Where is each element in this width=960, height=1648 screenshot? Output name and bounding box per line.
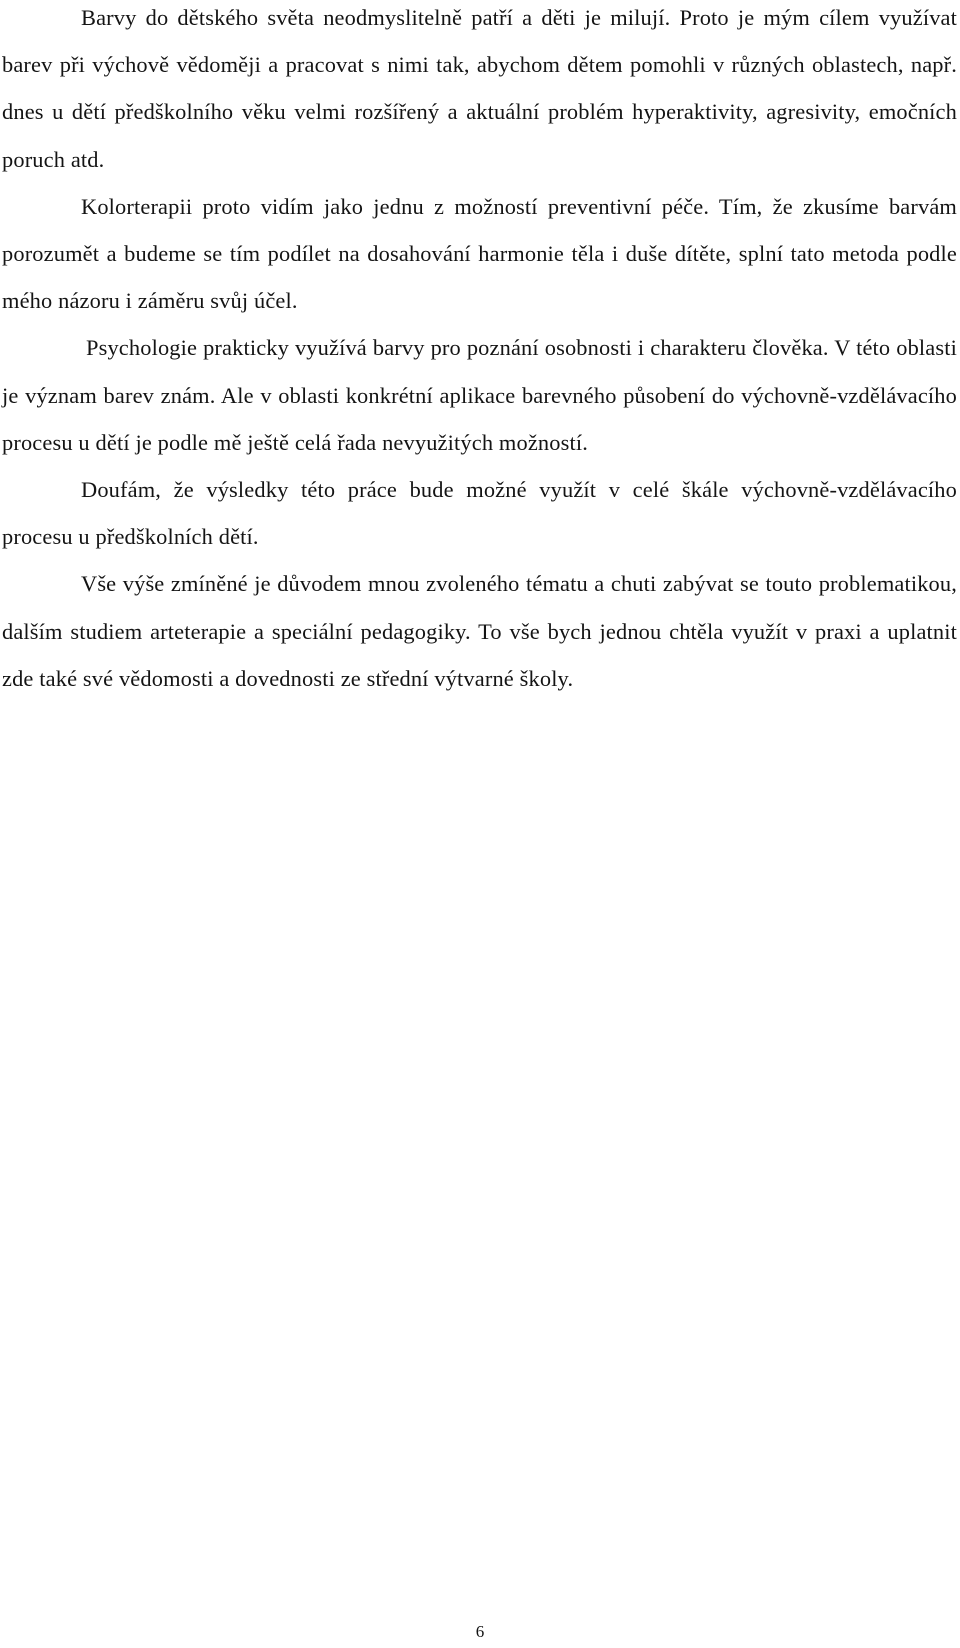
paragraph: Vše výše zmíněné je důvodem mnou zvoleného tématu a chuti zabývat se touto problematikou, dalším studiem arteterapie a speciální pedagogiky. To vše bych jednou chtěla využít v praxi a uplatnit zde také své vědomosti a dovednosti ze střední výtvarné školy.: [2, 571, 957, 691]
paragraph: Doufám, že výsledky této práce bude možné využít v celé škále výchovně-vzdělávacího procesu u předškolních dětí.: [2, 477, 957, 550]
page-number: 6: [475, 1622, 485, 1641]
paragraph: Barvy do dětského světa neodmyslitelně patří a děti je milují. Proto je mým cílem využívat barev při výchově vědoměji a pracovat s nimi tak, abychom dětem pomohli v různých oblastech, např. dnes u dětí předškolního věku velmi rozšířený a aktuální problém hyperaktivity, agresivity, emočních poruch atd.: [2, 5, 957, 172]
paragraph: Psychologie prakticky využívá barvy pro poznání osobnosti i charakteru člověka. V této oblasti je význam barev znám. Ale v oblasti konkrétní aplikace barevného působení do výchovně-vzdělávacího procesu u dětí je podle mě ještě celá řada nevyužitých možností.: [2, 335, 957, 455]
body-text: [2, 0, 957, 702]
paragraph: Kolorterapii proto vidím jako jednu z možností preventivní péče. Tím, že zkusíme barvám porozumět a budeme se tím podílet na dosahování harmonie těla i duše dítěte, splní tato metoda podle mého názoru i záměru svůj účel.: [2, 193, 957, 314]
